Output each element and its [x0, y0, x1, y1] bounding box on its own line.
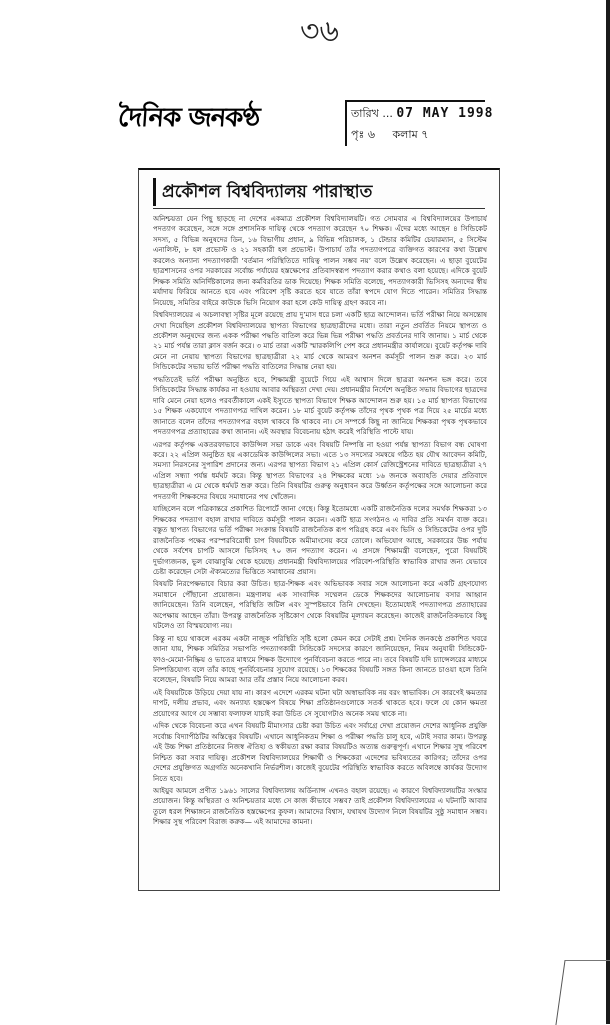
- stamp-page: ৬: [367, 128, 375, 141]
- article-body: [153, 214, 487, 882]
- article-clipping: [138, 168, 500, 891]
- stamp-date: 07 MAY 1998: [396, 106, 494, 121]
- scan-edge: [606, 0, 610, 1024]
- stamp-page-row: [351, 126, 428, 145]
- article-headline: প্রকৌশল বিশ্ববিদ্যালয় পারাস্থাত: [153, 178, 485, 206]
- article-paragraph: বিষয়টি নিরপেক্ষভাবে বিচার করা উচিত। ছাত্র-শিক্ষক এবং অভিভাবক সবার সঙ্গে আলোচনা করে একটি গ্রহণযোগ্য সমাধানে পৌঁছানো প্রয়োজন। মন্ত্রণালয় এক সাংবাদিক সম্মেলন ডেকে শিক্ষকদের আলোচনায় বসার আহ্বান জানিয়েছেন। তিনি বলেছেন, পরিস্থিতি জটিল এবং সুস্পষ্টভাবে তিনি দেখছেন। ইতোমধ্যেই পদত্যাগপত্র প্রত্যাহারের অপেক্ষায় আছেন তাঁরা। উপরন্তু রাজনৈতিক সৃষ্টিকোণ থেকে বিষয়টির মূল্যায়ন করেছেন। কাজেই রাজনৈতিকভাবে কিছু ঘটলেও তা বিস্ময়যোগ্য নয়।: [153, 579, 487, 631]
- article-paragraph: অনিশ্চয়তা যেন পিছু ছাড়ছে না দেশের একমাত্র প্রকৌশল বিশ্ববিদ্যালয়টি। গত সোমবার এ বিশ্ববিদ্যালয়ের উপাচার্য পদত্যাগ করেছেন, সঙ্গে সঙ্গে প্রশাসনিক দায়িত্ব থেকে পদত্যাগ করেছেন ৭০ শিক্ষক। এঁদের মধ্যে আছেন ৪ সিন্ডিকেট সদস্য, ৫ বিভিন্ন অনুষদের ডিন, ১৬ বিভাগীয় প্রধান, ৯ বিভিন্ন পরিচালক, ১ টেন্ডার কমিটির চেয়ারম্যান, ৫ সিস্টেম এনালিস্ট, ৮ হল প্রভোস্ট ও ২১ সহকারী হল প্রভোস্ট। উপাচার্য তাঁর পদত্যাগপত্রে ব্যক্তিগত কারণের কথা উল্লেখ করলেও অন্যান্য পদত্যাগকারী ‘বর্তমান পরিস্থিতিতে দায়িত্ব পালন সম্ভব নয়’ বলে উল্লেখ করেছেন। এ ছাড়া বুয়েটের ছাত্রশাসনের ওপর সরকারের সর্বোচ্চ পর্যায়ের হস্তক্ষেপের প্রতিবাদস্বরূপ পদত্যাগ করার কথাও বলা হয়েছে। এদিকে বুয়েট শিক্ষক সমিতি অনির্দিষ্টকালের জন্য কর্মবিরতির ডাক দিয়েছে। শিক্ষক সমিতি বলেছে, পদত্যাগকারী ভিসিসহ অন্যদের স্বীয় মর্যাদায় ফিরিয়ে আনতে হবে এবং পরিবেশ সৃষ্টি করতে হবে যাতে তাঁরা স্বপদে যোগ দিতে পারেন। সমিতির সিদ্ধান্ত নিয়েছে, সমিতির বাইরে কাউকে ভিসি নিয়োগ করা হলে কেউ দায়িত্ব গ্রহণ করবে না।: [153, 214, 487, 307]
- paper-fold: [555, 960, 610, 1025]
- stamp-page-label: পৃঃ: [351, 128, 365, 141]
- page-mark: ৩৬: [300, 14, 340, 49]
- stamp-column-label: কলাম: [392, 128, 418, 141]
- article-paragraph: কিন্তু না হয়ে থাকলে এরকম একটা নাজুক পরিস্থিতি সৃষ্টি হলো কেমন করে সেটাই প্রশ্ন। দৈনিক জনকণ্ঠে প্রকাশিত খবরে জানা যায়, শিক্ষক সমিতির সভাপতি পদত্যাগকারী সিন্ডিকেট সদস্যের কারণে জানিয়েছেন, নিয়ম অনুযায়ী সিন্ডিকেট-ফাও-মেমো-নিষ্ক্রিয় ও ভাতের মাধ্যমে শিক্ষক উদ্যোগে পুনর্বিবেচনা করতে পারে না। তবে বিষয়টি যদি চ্যান্সেলরের মাধ্যমে নিষ্পত্তিযোগ্য বলে তাঁর কাছে পুনর্বিবেচনার সুযোগ রয়েছে। ১৩ শিক্ষকের বিষয়টি সঙ্গত কিনা জানতে চাওয়া হলে তিনি বলেছেন, বিষয়টি নিয়ে আমরা আর তাঁর প্রস্তাব নিয়ে আলোচনা করব।: [153, 633, 487, 685]
- article-paragraph: এদিক থেকে বিবেচনা করে এখন বিষয়টি মীমাংসার চেষ্টা করা উচিত এবং সর্বাগ্রে দেখা প্রয়োজন দেশের আধুনিক প্রযুক্তি সর্বোচ্চ বিদ্যাপীঠটির অস্তিত্বের বিষয়টি। এখানে আধুনিকতম শিক্ষা ও পরীক্ষা পদ্ধতি চালু হবে, এটাই সবার কাম্য। উপরন্তু এই উচ্চ শিক্ষা প্রতিষ্ঠানের নিজস্ব ঐতিহ্য ও স্বকীয়তা রক্ষা করার বিষয়টিও অত্যন্ত গুরুত্বপূর্ণ। এখানে শিক্ষার সুস্থ পরিবেশ নিশ্চিত করা সবার দায়িত্ব। প্রকৌশল বিশ্ববিদ্যালয়ের শিক্ষার্থী ও শিক্ষকেরা এদেশের ভবিষ্যতের কারিগর; তাঁদের ওপর দেশের প্রযুক্তিগত অগ্রগতি অনেকখানি নির্ভরশীল। কাজেই বুয়েটের পরিস্থিতি স্বাভাবিক করতে অবিলম্বে কার্যকর উদ্যোগ নিতে হবে।: [153, 721, 487, 783]
- article-paragraph: আইয়ুব আমলে প্রণীত ১৯৬১ সালের বিশ্ববিদ্যালয় অর্ডিন্যান্স এখনও বহাল রয়েছে। এ কারণে বিশ্ববিদ্যালয়টির সংস্কার প্রয়োজন। কিন্তু অস্থিরতা ও অনিশ্চয়তার মধ্যে সে কাজ কীভাবে সম্ভব? তাই প্রকৌশল বিশ্ববিদ্যালয়ের এ ঘটনাটি আবার তুলে ধরল শিক্ষাঙ্গনে রাজনৈতিক হস্তক্ষেপের কুফল। আমাদের বিশ্বাস, যথাযথ উদ্যোগ নিলে বিষয়টির সুষ্ঠু সমাধান সম্ভব। শিক্ষার সুস্থ পরিবেশ বিরাজ করুক— এই আমাদের কামনা।: [153, 786, 487, 827]
- article-paragraph: বিশ্ববিদ্যালয়ের এ অচলাবস্থা সৃষ্টির মূলে রয়েছে প্রায় দু’মাস ধরে চলা একটি ছাত্র আন্দোলন। ভর্তি পরীক্ষা নিয়ে অসন্তোষ দেখা দিয়েছিল প্রকৌশল বিশ্ববিদ্যালয়ের স্থাপত্য বিভাগের ছাত্রছাত্রীদের মধ্যে। তারা নতুন প্রবর্তিত নিয়মে স্থাপত্য ও প্রকৌশল অনুষদের জন্য একক পরীক্ষা পদ্ধতি বাতিল করে ভিন্ন ভিন্ন পরীক্ষা পদ্ধতি প্রবর্তনের দাবি জানায়। ১ মার্চ থেকে ২১ মার্চ পর্যন্ত তারা ক্লাস বর্জন করে। ৩ মার্চ তারা একটি স্মারকলিপি পেশ করে প্রধানমন্ত্রীর কার্যালয়ে। বুয়েট কর্তৃপক্ষ দাবি মেনে না নেয়ায় স্থাপত্য বিভাগের ছাত্রছাত্রীরা ২২ মার্চ থেকে আমরণ অনশন কর্মসূচী পালন শুরু করে। ২৩ মার্চ সিন্ডিকেটের সভায় ভর্তি পরীক্ষা পদ্ধতি বাতিলের সিদ্ধান্ত নেয়া হয়।: [153, 310, 487, 372]
- article-paragraph: পদ্ধতিতেই ভর্তি পরীক্ষা অনুষ্ঠিত হবে, শিক্ষামন্ত্রী বুয়েটে গিয়ে এই আশ্বাস দিলে ছাত্ররা অনশন ভঙ্গ করে। তবে সিন্ডিকেটের সিদ্ধান্ত কার্যকর না হওয়ায় আবার অস্থিরতা দেখা দেয়। প্রধানমন্ত্রীর নির্দেশে অনুষ্ঠিত সভায় বিভাগের ছাত্রদের দাবি মেনে নেয়া হলেও পরবর্তীকালে একই ইস্যুতে স্থাপত্য বিভাগে শিক্ষক আন্দোলন শুরু হয়। ১৫ মার্চ স্থাপত্য বিভাগের ১৫ শিক্ষক একযোগে পদত্যাগপত্র দাখিল করেন। ১৮ মার্চ বুয়েট কর্তৃপক্ষ তাঁদের পৃথক পৃথক পত্র দিয়ে ২৫ মার্চের মধ্যে জানাতে বলেন তাঁদের পদত্যাগপত্র বহাল থাকবে কি থাকবে না। সে সম্পর্কে কিছু না জানিয়ে শিক্ষকরা পৃথক পৃথকভাবে পদত্যাগপত্র প্রত্যাহারের কথা জানান। এই অবস্থার বিবেচনায় হঠাৎ করেই পরিস্থিতি পাল্টে যায়।: [153, 374, 487, 437]
- article-paragraph: যাচ্ছিলেন বলে পত্রিকান্তরে প্রকাশিত রিপোর্টে জানা গেছে। কিন্তু ইতোমধ্যে একটি রাজনৈতিক দলের সমর্থক শিক্ষকরা ১৩ শিক্ষকের পদত্যাগ বহাল রাখার দাবিতে কর্মসূচী পালন করেন। একটি ছাত্র সংগঠনও এ দাবির প্রতি সমর্থন ব্যক্ত করে। বস্তুত স্থাপত্য বিভাগের ভর্তি পরীক্ষা সংক্রান্ত বিষয়টি রাজনৈতিক রূপ পরিগ্রহ করে এবং ভিসি ও সিন্ডিকেটের ওপর দুটি রাজনৈতিক পক্ষের পরস্পরবিরোধী চাপ বিষয়টিকে অমীমাংসেয় করে তোলে। অভিযোগ আছে, সরকারের উচ্চ পর্যায় থেকে সর্বশেষ চাপটি আসলে ভিসিসহ ৭০ জন পদত্যাগ করেন। এ প্রসঙ্গে শিক্ষামন্ত্রী বলেছেন, পুরো বিষয়টিই দুর্ভাগ্যজনক, ভুল বোঝাবুঝি থেকে হয়েছে। প্রধানমন্ত্রী বিশ্ববিদ্যালয়ের পরিবেশ-পরিস্থিতি স্বাভাবিক রাখার জন্য যেভাবে চেষ্টা করেছেন সেটা ঐক্যমত্যের ভিত্তিতে সমাধানের প্রয়াস।: [153, 504, 487, 576]
- article-paragraph: এই বিষয়টিকে উড়িয়ে দেয়া যায় না। কারণ এদেশে এরকম ঘটনা ঘটা অস্বাভাবিক নয় বরং স্বাভাবিক। সে কারণেই ক্ষমতার দাপট, দলীয় প্রভাব, এবং অন্যায্য হস্তক্ষেপ বিষয়ে শিক্ষা প্রতিষ্ঠানগুলোকে সতর্ক থাকতে হবে। ফলে যে কোন ক্ষমতা প্রয়োগের আগে যে সম্ভাব্য ফলাফল যাচাই করা উচিত সে সুযোগটাও অনেক সময় থাকে না।: [153, 687, 487, 718]
- clipping-stamp: [345, 100, 494, 146]
- stamp-date-label: তারিখ ...: [351, 107, 393, 120]
- newspaper-masthead: দৈনিক জনকণ্ঠ: [116, 103, 261, 133]
- article-paragraph: এরপর কর্তৃপক্ষ একতরফাভাবে কাউন্সিল সভা ডাকে এবং বিষয়টি নিষ্পত্তি না হওয়া পর্যন্ত স্থাপত্য বিভাগ বন্ধ ঘোষণা করে। ২২ এপ্রিল অনুষ্ঠিত হয় একাডেমিক কাউন্সিলের সভা। এতে ১৩ সদস্যের সমন্বয়ে গঠিত হয় যৌথ আবেদন কমিটি, সমস্যা নিরসনের সুপারিশ প্রদানের জন্য। এরপর স্থাপত্য বিভাগ ২১ এপ্রিল কোর্স রেজিস্ট্রেশনের দাবিতে ছাত্রছাত্রীরা ২৭ এপ্রিল সন্ধ্যা পর্যন্ত ধর্মঘট করে। কিন্তু স্থাপত্য বিভাগের ২৪ শিক্ষকের মধ্যে ১৬ জনকে অব্যাহতি দেয়ার প্রতিবাদে ছাত্রছাত্রীরা এ মে থেকে ধর্মঘট শুরু করে। তিনি বিষয়টির গুরুত্ব অনুধাবন করে উর্ধ্বতন কর্তৃপক্ষের সঙ্গে আলোচনা করে পদত্যাগী শিক্ষকদের বিষয়ে সমাধানের পথ খোঁজেন।: [153, 439, 487, 501]
- headline-divider: [153, 208, 485, 209]
- stamp-column: ৭: [421, 128, 429, 141]
- stamp-date-row: [351, 105, 493, 124]
